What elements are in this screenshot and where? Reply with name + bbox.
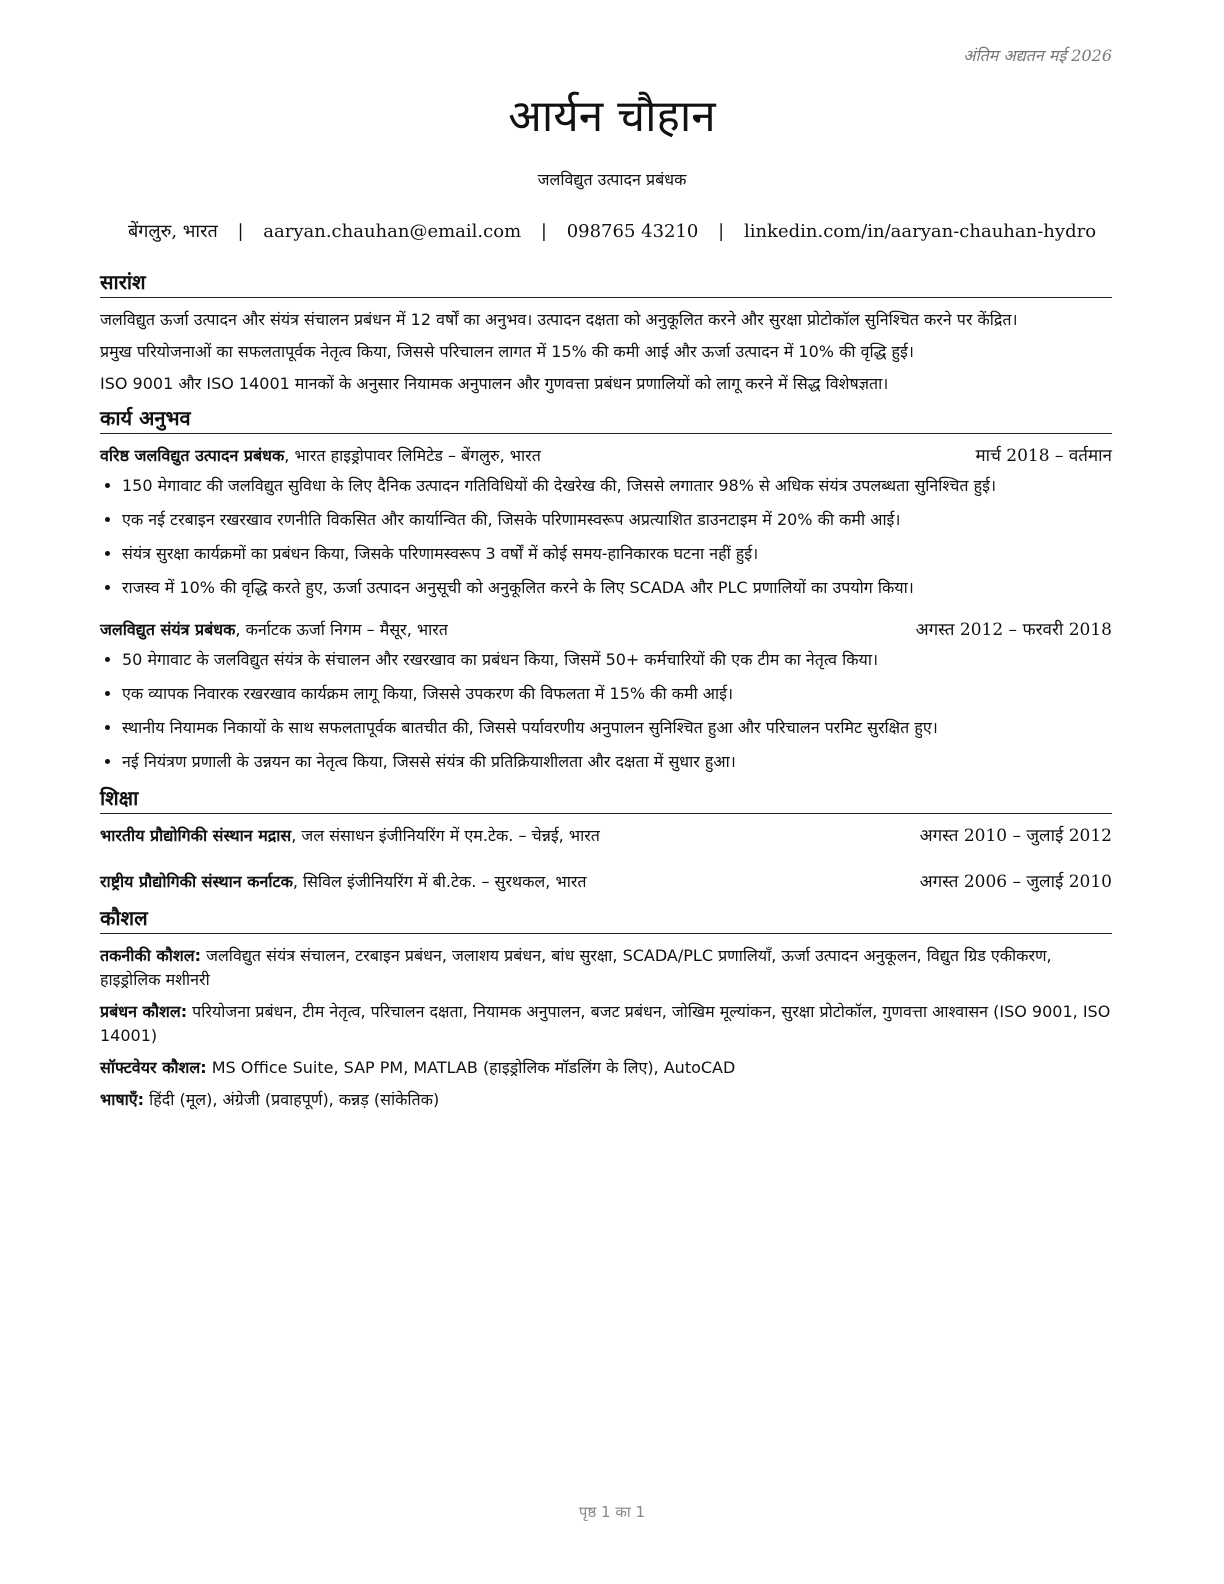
skill-label: सॉफ्टवेयर कौशल: bbox=[100, 1058, 207, 1077]
job-dates: अगस्त 2012 – फरवरी 2018 bbox=[915, 620, 1112, 640]
job-bullet: • राजस्व में 10% की वृद्धि करते हुए, ऊर्जा उत्पादन अनुसूची को अनुकूलित करने के लिए SCADA और PLC प्रणालियों का उपयोग किया। bbox=[122, 576, 1112, 600]
summary-paragraph: ISO 9001 और ISO 14001 मानकों के अनुसार नियामक अनुपालन और गुणवत्ता प्रबंधन प्रणालियों को लागू करने में सिद्ध विशेषज्ञता। bbox=[100, 374, 889, 393]
education-detail: , सिविल इंजीनियरिंग में बी.टेक. – सुरथकल, भारत bbox=[292, 872, 587, 891]
candidate-name: आर्यन चौहान bbox=[508, 91, 716, 142]
contact-email[interactable]: aaryan.chauhan@email.com bbox=[263, 221, 522, 242]
contact-phone: 098765 43210 bbox=[566, 221, 699, 242]
job-dates: मार्च 2018 – वर्तमान bbox=[975, 446, 1112, 466]
contact-line bbox=[0, 219, 1224, 243]
job-org: , भारत हाइड्रोपावर लिमिटेड – बेंगलुरु, भारत bbox=[284, 446, 541, 465]
job-bullet: • संयंत्र सुरक्षा कार्यक्रमों का प्रबंधन किया, जिसके परिणामस्वरूप 3 वर्षों में कोई समय-हानिकारक घटना नहीं हुई। bbox=[122, 542, 1112, 566]
job-role: वरिष्ठ जलविद्युत उत्पादन प्रबंधक bbox=[100, 446, 285, 465]
skill-value: जलविद्युत संयंत्र संचालन, टरबाइन प्रबंधन, जलाशय प्रबंधन, बांध सुरक्षा, SCADA/PLC प्रणालियाँ, ऊर्जा उत्पादन अनुकूलन, विद्युत ग्रिड एकीकरण, हाइड्रोलिक मशीनरी bbox=[100, 946, 1052, 989]
candidate-headline: जलविद्युत उत्पादन प्रबंधक bbox=[537, 170, 687, 189]
job-role: जलविद्युत संयंत्र प्रबंधक bbox=[100, 620, 236, 639]
skill-value: परियोजना प्रबंधन, टीम नेतृत्व, परिचालन दक्षता, नियामक अनुपालन, बजट प्रबंधन, जोखिम मूल्यांकन, सुरक्षा प्रोटोकॉल, गुणवत्ता आश्वासन (ISO 9001, ISO 14001) bbox=[100, 1002, 1111, 1045]
skill-item bbox=[100, 1088, 1112, 1112]
contact-location: बेंगलुरु, भारत bbox=[127, 221, 218, 242]
education-detail: , जल संसाधन इंजीनियरिंग में एम.टेक. – चेन्नई, भारत bbox=[291, 826, 600, 845]
job-header bbox=[100, 444, 1112, 468]
experience-section bbox=[100, 404, 1112, 774]
education-entry bbox=[100, 870, 1112, 894]
education-line bbox=[100, 824, 600, 848]
contact-separator: | bbox=[237, 221, 244, 242]
job-bullet: • स्थानीय नियामक निकायों के साथ सफलतापूर्वक बातचीत की, जिससे पर्यावरणीय अनुपालन सुनिश्चित हुआ और परिचालन परमिट सुरक्षित हुए। bbox=[122, 716, 1112, 740]
job-bullet: • एक व्यापक निवारक रखरखाव कार्यक्रम लागू किया, जिससे उपकरण की विफलता में 15% की कमी आई। bbox=[122, 682, 1112, 706]
contact-linkedin[interactable]: linkedin.com/in/aaryan-chauhan-hydro bbox=[743, 221, 1097, 242]
job-header bbox=[100, 618, 1112, 642]
education-dates: अगस्त 2010 – जुलाई 2012 bbox=[919, 826, 1112, 846]
skills-section bbox=[100, 904, 1112, 1112]
summary-section bbox=[100, 268, 1112, 396]
skill-label: भाषाएँ: bbox=[100, 1090, 145, 1109]
contact-separator: | bbox=[540, 221, 547, 242]
page-number: पृष्ठ 1 का 1 bbox=[578, 1503, 646, 1521]
job-bullet: • नई नियंत्रण प्रणाली के उन्नयन का नेतृत्व किया, जिससे संयंत्र की प्रतिक्रियाशीलता और दक्षता में सुधार हुआ। bbox=[122, 750, 1112, 774]
last-updated: अंतिम अद्यतन मई 2026 bbox=[963, 46, 1112, 65]
job-bullets bbox=[100, 474, 1112, 600]
job-title-line bbox=[100, 618, 448, 642]
job-bullet: • 50 मेगावाट के जलविद्युत संयंत्र के संचालन और रखरखाव का प्रबंधन किया, जिसमें 50+ कर्मचारियों की एक टीम का नेतृत्व किया। bbox=[122, 648, 1112, 672]
education-dates: अगस्त 2006 – जुलाई 2010 bbox=[919, 872, 1112, 892]
education-school: राष्ट्रीय प्रौद्योगिकी संस्थान कर्नाटक bbox=[100, 872, 293, 891]
skill-label: तकनीकी कौशल: bbox=[100, 946, 201, 965]
experience-title: कार्य अनुभव bbox=[100, 404, 1112, 434]
skill-label: प्रबंधन कौशल: bbox=[100, 1002, 188, 1021]
education-title: शिक्षा bbox=[100, 784, 1112, 814]
summary-title: सारांश bbox=[100, 268, 1112, 298]
skill-value: MS Office Suite, SAP PM, MATLAB (हाइड्रोलिक मॉडलिंग के लिए), AutoCAD bbox=[206, 1058, 736, 1077]
skill-item bbox=[100, 1056, 1112, 1080]
education-school: भारतीय प्रौद्योगिकी संस्थान मद्रास bbox=[100, 826, 292, 845]
job-entry bbox=[100, 618, 1112, 774]
job-org: , कर्नाटक ऊर्जा निगम – मैसूर, भारत bbox=[235, 620, 448, 639]
skill-value: हिंदी (मूल), अंग्रेजी (प्रवाहपूर्ण), कन्नड़ (सांकेतिक) bbox=[144, 1090, 440, 1109]
skill-item bbox=[100, 1000, 1112, 1048]
education-section bbox=[100, 784, 1112, 894]
education-line bbox=[100, 870, 587, 894]
resume-body bbox=[100, 268, 1112, 1120]
skills-title: कौशल bbox=[100, 904, 1112, 934]
job-bullet: • 150 मेगावाट की जलविद्युत सुविधा के लिए दैनिक उत्पादन गतिविधियों की देखरेख की, जिससे लगातार 98% से अधिक संयंत्र उपलब्धता सुनिश्चित हुई। bbox=[122, 474, 1112, 498]
job-title-line bbox=[100, 444, 541, 468]
job-bullet: • एक नई टरबाइन रखरखाव रणनीति विकसित और कार्यान्वित की, जिसके परिणामस्वरूप अप्रत्याशित डाउनटाइम में 20% की कमी आई। bbox=[122, 508, 1112, 532]
skill-item bbox=[100, 944, 1112, 992]
job-bullets bbox=[100, 648, 1112, 774]
contact-separator: | bbox=[718, 221, 725, 242]
education-entry bbox=[100, 824, 1112, 848]
job-entry bbox=[100, 444, 1112, 600]
summary-paragraph: जलविद्युत ऊर्जा उत्पादन और संयंत्र संचालन प्रबंधन में 12 वर्षों का अनुभव। उत्पादन दक्षता को अनुकूलित करने और सुरक्षा प्रोटोकॉल सुनिश्चित करने पर केंद्रित। bbox=[100, 310, 1018, 329]
summary-paragraph: प्रमुख परियोजनाओं का सफलतापूर्वक नेतृत्व किया, जिससे परिचालन लागत में 15% की कमी आई और ऊर्जा उत्पादन में 10% की वृद्धि हुई। bbox=[100, 342, 914, 361]
